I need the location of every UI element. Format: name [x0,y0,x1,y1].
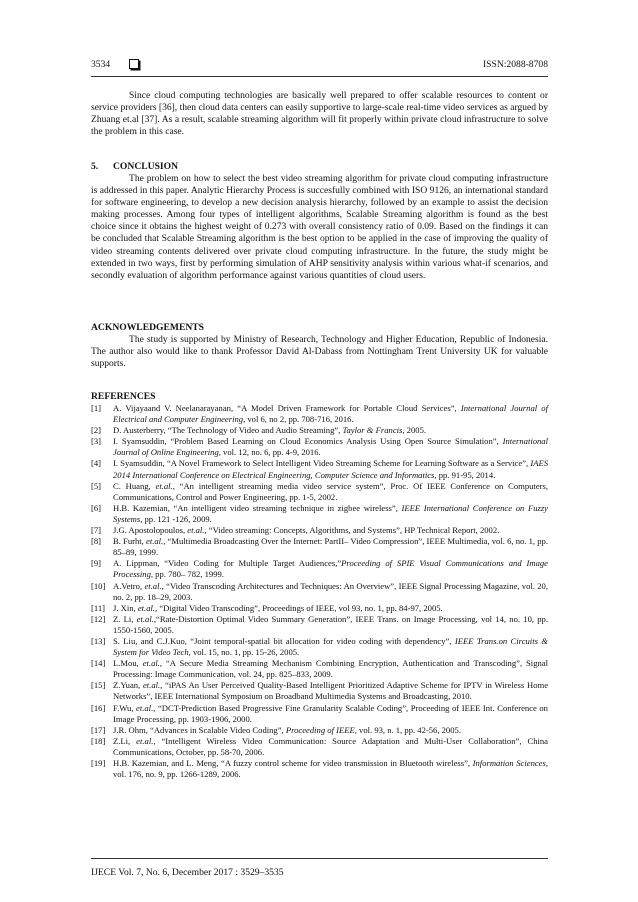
reference-text: I. Syamsuddin, “Problem Based Learning on Cloud Economics Analysis Using Open Source Simulation”, [113,436,503,447]
reference-item [91,403,548,425]
reference-details: , “An intelligent streaming media video service system”, Proc. Of IEEE Conference on Computers, Communications, Control and Power Engineering, pp. 1-5, 2002. [113,480,548,502]
reference-text: J. Xin, [113,602,138,613]
reference-venue: et.al. [142,658,160,669]
reference-venue: et.al. [136,735,154,746]
reference-item [91,758,548,780]
reference-text: D. Austerberry, “The Technology of Video and Audio Streaming”, [113,425,343,436]
reference-venue: et.al. [146,536,164,547]
reference-text: S. Liu, and C.J.Kuo, “Joint temporal-spatial bit allocation for video coding with dependency”, [113,635,455,646]
page-footer: IJECE Vol. 7, No. 6, December 2017 : 3529–3535 [91,867,284,878]
reference-number: [14] [91,658,106,669]
reference-text: I. Syamsuddin, “A Novel Framework to Select Intelligent Video Streaming Scheme for Learning Software as a Service”, [113,458,531,469]
reference-text: J.G. Apostolopoulos, [113,525,188,536]
checkbox-icon [129,59,139,69]
reference-venue: International Journal of Online Engineering, [113,436,548,458]
references-heading: REFERENCES [91,391,156,402]
acknowledgements-paragraph: The study is supported by Ministry of Research, Technology and Higher Education, Republic of Indonesia. The author also would like to thank Professor David Al-Dabass from Nottingham Trent University UK for valuable supports. [91,334,548,370]
reference-item [91,680,548,702]
reference-text: A. Vijayaand V. Neelanarayanan, “A Model Driven Framework for Portable Cloud Services”, [113,403,461,413]
reference-text: Z. Li, [113,613,137,624]
reference-item [91,458,548,480]
reference-text: B. Furht, [113,536,147,547]
reference-item [91,581,548,603]
reference-number: [13] [91,635,106,646]
reference-number: [12] [91,613,106,624]
reference-details: pp. 780– 782, 1999. [153,569,224,580]
reference-venue: et.al. [136,613,154,624]
reference-details: , “A Secure Media Streaming Mechanism Combining Encryption, Authentication and Transcoding”, Signal Processing: Image Communication, vol. 24, pp. 825–833, 2009. [113,658,548,680]
reference-item [91,536,548,558]
reference-item [91,558,548,580]
reference-number: [17] [91,724,106,735]
reference-item [91,436,548,458]
issn-label: ISSN:2088-8708 [482,59,548,70]
reference-number: [10] [91,580,106,591]
reference-venue: et.al. [144,580,162,591]
reference-venue: Information Sciences, [472,758,548,768]
reference-text: C. Huang, [113,480,156,491]
reference-number: [1] [91,403,102,413]
reference-venue: Taylor & Francis [342,425,403,436]
reference-venue: et.al. [137,602,156,613]
reference-text: Z.Li, [113,735,137,746]
reference-number: [15] [91,680,106,691]
reference-item [91,603,548,614]
reference-venue: et.al. [187,525,205,536]
reference-details: , 2005. [402,425,427,436]
reference-venue: Proceeding of IEEE, [285,724,357,735]
reference-venue: International Journal of Electrical and Computer Engineering, [113,403,548,425]
reference-venue: et.al. [155,480,173,491]
reference-details: , “Video streaming: Concepts, Algorithms, and Systems”, HP Technical Report, 2002. [204,525,500,536]
acknowledgements-heading: ACKNOWLEDGEMENTS [91,322,205,333]
reference-list [91,403,548,780]
section-number: 5. [91,161,99,172]
reference-text: H.B. Kazemian, and L. Meng, “A fuzzy control scheme for video transmission in Bluetooth wireless”, [113,758,473,768]
page-number: 3534 [91,59,111,70]
reference-item [91,703,548,725]
reference-number: [6] [91,502,102,513]
reference-item [91,525,548,536]
reference-number: [7] [91,525,102,536]
reference-text: H.B. Kazemian, “An intelligent video streaming technique in zigbee wireless”, [113,502,402,513]
reference-venue: et.al. [136,702,154,713]
reference-number: [16] [91,702,106,713]
reference-text: A. Lippman, “Video Coding for Multiple Target Audiences,” [113,558,342,569]
reference-item [91,425,548,436]
reference-item [91,614,548,636]
reference-number: [18] [91,735,106,746]
reference-details: , “DCT-Prediction Based Progressive Fine Granularity Scalable Coding”, Proceeding of IEEE Int. Conference on Image Processing, pp. 1903-1906, 2000. [113,702,548,724]
reference-venue: IAES 2014 International Conference on Electrical Engineering, Computer Science and Informatics [113,458,548,480]
reference-details: vol. 176, no. 9, pp. 1266-1289, 2006. [113,769,241,780]
reference-item [91,481,548,503]
reference-details: , “iPAS An User Perceived Quality-Based Intelligent Prioritized Adaptive Scheme for IPTV in Wireless Home Networks”, IEEE International Symposium on Broadband Multimedia Systems and Broadcasting, 2010. [113,680,549,702]
reference-details: , “Digital Video Transcoding”, Proceedings of IEEE, vol 93, no. 1, pp. 84-97, 2005. [155,602,443,613]
reference-number: [8] [91,536,102,547]
reference-details: pp. 121 -126, 2009. [142,513,212,524]
reference-details: , “Intelligent Wireless Video Communication: Source Adaptation and Multi-User Collaboration”, China Communications, October, pp. 58-70, 2006. [113,735,548,757]
footer-divider [91,858,548,859]
reference-item [91,658,548,680]
reference-details: vol. 15, no. 1, pp. 15-26, 2005. [190,647,300,658]
page-header [91,59,548,75]
conclusion-paragraph: The problem on how to select the best video streaming algorithm for private cloud computing infrastructure is addressed in this paper. Analytic Hierarchy Process is succesfully combined with ISO 9126, an international standard for software engineering, to develop a new decision analysis hierarchy, followed by an example to assist the decision making processes. Among four types of intelligent algorithms, Scalable Streaming algorithm is found as the best choice since it obtains the highest weight of 0.273 with overall consistency ratio of 0.09. Based on the findings it can be concluded that Scalable Streaming algorithm is the best option to be applied in the case of improving the quality of video streaming contents delivered over private cloud computing infrastructure. In the future, the study might be extended in two ways, first by performing simulation of AHP sensitivity analysis within various what-if scenarios, and secondly evaluation of algorithm performance against various quantities of cloud users. [91,173,548,281]
reference-item [91,503,548,525]
reference-number: [11] [91,602,105,613]
reference-number: [2] [91,425,102,436]
reference-item [91,725,548,736]
reference-details: , pp. 91-95, 2014. [434,469,496,480]
reference-item [91,636,548,658]
intro-paragraph: Since cloud computing technologies are basically well prepared to offer scalable resources to content or service providers [36], then cloud data centers can easily supportive to large-scale real-time video services as argued by Zhuang et.al [37]. As a result, scalable streaming algorithm will fit properly within private cloud infrastructure to solve the problem in this case. [91,90,548,138]
section-title: CONCLUSION [113,161,179,172]
reference-details: , “Multimedia Broadcasting Over the Internet: PartII– Video Compression”, IEEE Multimedia, vol. 6, no. 1, pp. 85–89, 1999. [113,536,548,558]
conclusion-heading [91,161,178,172]
reference-details: , “Video Transcoding Architectures and Techniques: An Overview”, IEEE Signal Processing Magazine, vol. 20, no. 2, pp. 18–29, 2003. [113,580,548,602]
reference-venue: et.al. [142,680,161,691]
reference-details: vol 6, no 2, pp. 708-716, 2016. [245,414,354,425]
reference-venue: Proceeding of SPIE Visual Communications and Image Processing, [113,558,548,580]
reference-text: Z.Yuan, [113,680,143,691]
reference-item [91,736,548,758]
reference-details: vol. 93, n. 1, pp. 42-56, 2005. [356,724,461,735]
reference-text: J.R. Ohm, “Advances in Scalable Video Coding”, [113,724,286,735]
reference-details: ,“Rate-Distortion Optimal Video Summary Generation”, IEEE Trans. on Image Processing, vol 14, no. 10, pp. 1550-1560, 2005. [113,613,548,635]
reference-details: vol. 12, no. 6, pp. 4-9, 2016. [220,447,321,458]
reference-number: [19] [91,758,106,768]
reference-text: F.Wu, [113,702,137,713]
reference-text: L.Mou, [113,658,143,669]
reference-venue: IEEE Trans.on Circuits & System for Video Tech, [113,635,548,658]
reference-number: [5] [91,480,102,491]
reference-number: [9] [91,558,102,569]
reference-text: A.Vetro, [113,580,145,591]
reference-number: [4] [91,458,102,469]
reference-venue: IEEE International Conference on Fuzzy Systems, [113,502,548,524]
reference-number: [3] [91,436,102,447]
header-divider [91,76,548,77]
